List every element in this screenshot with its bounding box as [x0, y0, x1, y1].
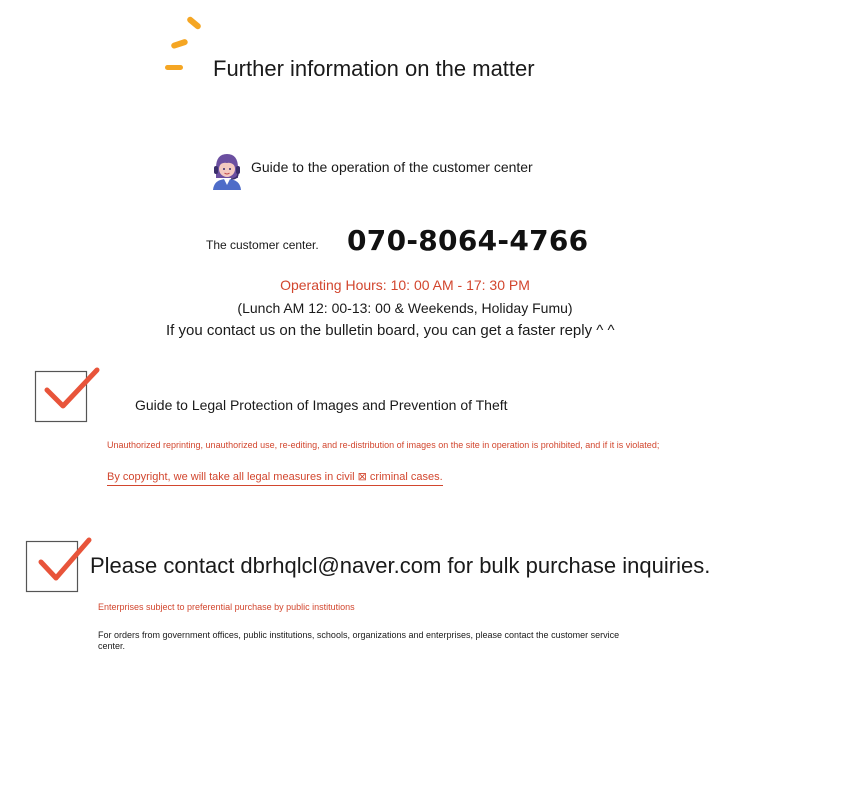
page-title: Further information on the matter — [213, 56, 535, 81]
bulk-purchase-heading: Please contact dbrhqlcl@naver.com for bulk purchase inquiries. — [90, 553, 711, 578]
customer-center-label: The customer center. — [206, 238, 319, 252]
checkbox-checked-icon — [24, 536, 94, 596]
operating-hours: Operating Hours: 10: 00 AM - 17: 30 PM — [280, 277, 530, 293]
customer-agent-icon — [211, 152, 243, 190]
phone-number: 070-8064-4766 — [347, 224, 589, 257]
preferential-purchase-description: For orders from government offices, public institutions, schools, organizations and enterprises, please contact the customer service center. — [98, 630, 620, 651]
legal-measures-text: By copyright, we will take all legal measures in civil ⊠ criminal cases. — [107, 470, 443, 486]
bulletin-note: If you contact us on the bulletin board, you can get a faster reply ^ ^ — [166, 322, 615, 339]
legal-protection-heading: Guide to Legal Protection of Images and Prevention of Theft — [135, 397, 508, 413]
lunch-hours: (Lunch AM 12: 00-13: 00 & Weekends, Holiday Fumu) — [237, 300, 573, 316]
customer-center-guide-heading: Guide to the operation of the customer center — [251, 159, 533, 175]
preferential-purchase-title: Enterprises subject to preferential purchase by public institutions — [98, 602, 355, 612]
spark-icon — [160, 14, 210, 76]
legal-warning-text: Unauthorized reprinting, unauthorized use, re-editing, and re-distribution of images on the site in operation is prohibited, and if it is violated; — [107, 440, 660, 450]
checkbox-checked-icon — [33, 364, 103, 424]
